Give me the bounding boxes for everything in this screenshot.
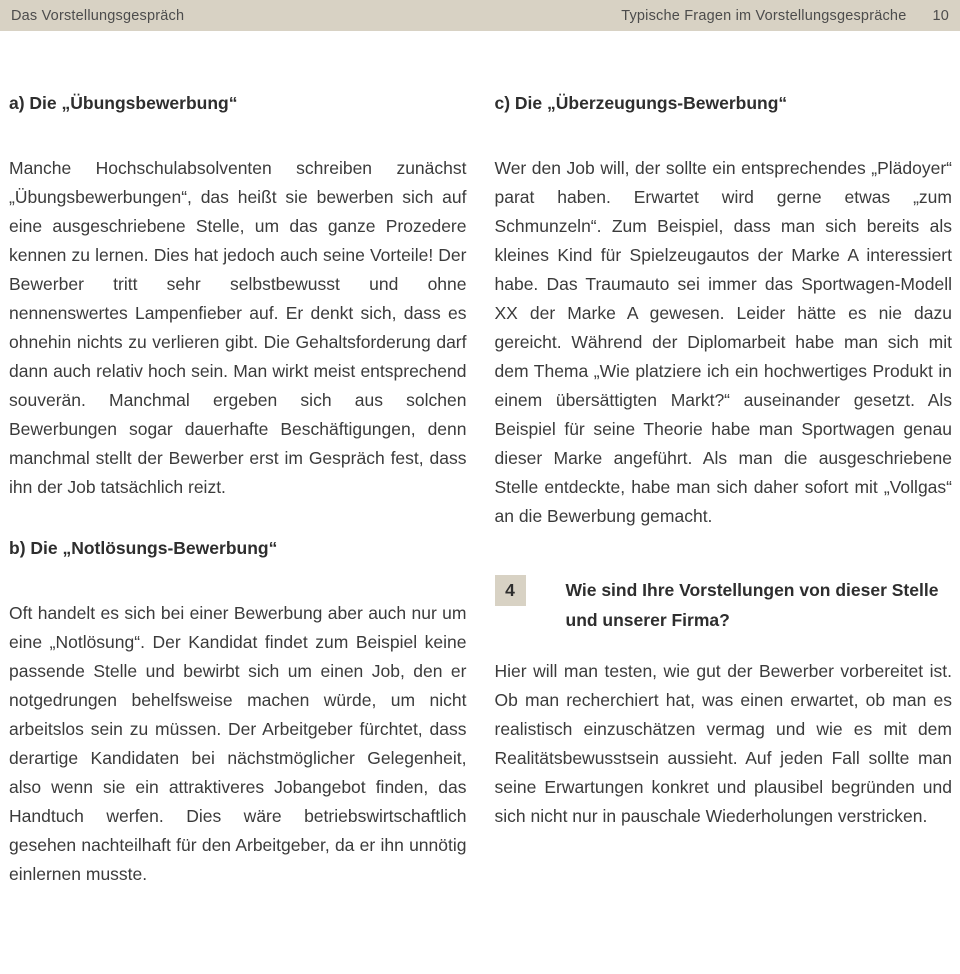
two-column-layout bbox=[0, 31, 960, 889]
page-number: 10 bbox=[932, 7, 949, 24]
section-b-body: Oft handelt es sich bei einer Bewerbung aber auch nur um eine „Notlösung“. Der Kandidat findet zum Beispiel keine passende Stelle und bewirbt sich um einen Job, den er notgedrungen behelfsweise machen würde, um nicht arbeitslos sein zu müssen. Der Arbeitgeber fürchtet, dass derartige Kandidaten bei nächstmöglicher Gelegenheit, also wenn sie ein attraktiveres Jobangebot finden, das Handtuch werfen. Dies wäre betriebswirtschaftlich gesehen nachteilhaft für den Arbeitgeber, da er ihn unnötig einlernen musste. bbox=[9, 603, 467, 884]
section-b-heading: b) Die „Notlösungs-Bewerbung“ bbox=[9, 538, 278, 558]
right-column bbox=[495, 93, 953, 889]
header-left-title: Das Vorstellungsgespräch bbox=[11, 7, 185, 24]
question-4-body: Hier will man testen, wie gut der Bewerber vorbereitet ist. Ob man recherchiert hat, was einen erwartet, ob man es realistisch einzuschätzen vermag und wie es mit dem Realitätsbewusstsein aussieht. Auf jeden Fall sollte man seine Erwartungen konkret und plausibel begründen und sich nicht nur in pauschale Wiederholungen verstricken. bbox=[494, 661, 952, 826]
section-a-heading: a) Die „Übungsbewerbung“ bbox=[9, 93, 238, 113]
question-number-box: 4 bbox=[495, 575, 526, 606]
section-c-body: Wer den Job will, der sollte ein entsprechendes „Plädoyer“ parat haben. Erwartet wird gerne etwas „zum Schmunzeln“. Zum Beispiel, dass man sich bereits als kleines Kind für Spielzeugautos der Marke A interessiert habe. Das Traumauto sei immer das Sportwagen-Modell XX der Marke A gewesen. Leider hätte es nie dazu gereicht. Während der Diplomarbeit habe man sich mit dem Thema „Wie platziere ich ein hochwertiges Produkt in einem übersättigten Markt?“ auseinander gesetzt. Als Beispiel für seine Theorie habe man Sportwagen genau dieser Marke angeführt. Als man die ausgeschriebene Stelle entdeckte, habe man sich daher sofort mit „Vollgas“ an die Bewerbung gemacht. bbox=[494, 158, 952, 526]
section-a-body: Manche Hochschulabsolventen schreiben zunächst „Übungsbewerbungen“, das heißt sie bewerben sich auf eine ausgeschriebene Stelle, um das ganze Prozedere kennen zu lernen. Dies hat jedoch auch seine Vorteile! Der Bewerber tritt sehr selbstbewusst und ohne nennenswertes Lampenfieber auf. Er denkt sich, dass es ohnehin nichts zu verlieren gibt. Die Gehaltsforderung darf dann auch relativ hoch sein. Man wirkt meist entsprechend souverän. Manchmal ergeben sich aus solchen Bewerbungen sogar dauerhafte Beschäftigungen, denn manchmal stellt der Bewerber erst im Gespräch fest, dass ihn der Job tatsächlich reizt. bbox=[9, 158, 467, 497]
question-4-heading: Wie sind Ihre Vorstellungen von dieser Stelle und unserer Firma? bbox=[565, 580, 939, 630]
header-right-title: Typische Fragen im Vorstellungsgespräche bbox=[621, 7, 907, 24]
section-c-heading: c) Die „Überzeugungs-Bewerbung“ bbox=[494, 93, 788, 113]
left-column bbox=[9, 93, 467, 889]
question-4-header bbox=[495, 575, 953, 635]
page-header bbox=[0, 0, 960, 31]
